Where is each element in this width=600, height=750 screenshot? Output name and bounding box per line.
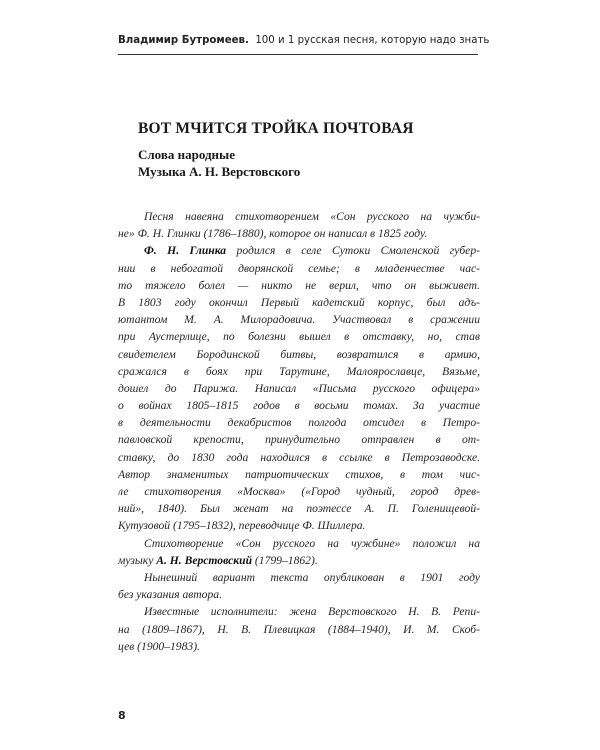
body-line: в деятельности декабристов полгода отсидел в Петро- (118, 416, 480, 430)
body-line: Песня навеяна стихотворением «Сон русского на чужби- (144, 210, 480, 223)
body-line: павловской крепости, принудительно отправлен в от- (118, 433, 480, 447)
running-header (118, 35, 490, 46)
song-credits (138, 146, 300, 180)
body-line (118, 552, 480, 569)
body-line: свидетелем Бородинской битвы, возвратился в армию, (118, 347, 480, 361)
body-line: без указания автора. (118, 588, 222, 602)
article-body (118, 208, 480, 655)
header-author: Владимир Бутромеев. (118, 35, 249, 46)
body-line: Стихотворение «Сон русского на чужбине» положил на (144, 536, 480, 550)
body-line: ставку, до 1830 года находился в ссылке в Петрозаводске. (118, 450, 480, 464)
body-line: Нынешний вариант текста опубликован в 1901 году (144, 570, 480, 584)
body-line: при Аустерлице, по болезни вышел в отставку, но, став (118, 330, 480, 344)
body-line: о войнах 1805–1815 годов в восьми томах. За участие (118, 399, 480, 413)
body-line: дошел до Парижа. Написал «Письма русского офицера» (118, 381, 480, 395)
header-book-title: 100 и 1 русская песня, которую надо знать (255, 35, 490, 46)
body-line: Известные исполнители: жена Верстовского Н. В. Репи- (144, 605, 480, 619)
body-line: ний», 1840). Был женат на поэтессе А. П. Голенищевой- (118, 502, 480, 516)
body-text: родился в селе Сутоки Смоленской губер- (226, 244, 480, 258)
body-line: цев (1900–1983). (118, 639, 200, 653)
body-text: (1799–1862). (252, 553, 318, 567)
body-line: ле стихотворения «Москва» («Город чудный, город древ- (118, 485, 480, 498)
body-line: нии в небогатой дворянской семье; в младенчестве час- (118, 261, 480, 275)
body-text: музыку (118, 553, 157, 567)
body-line: то тяжело болел — никто не верил, что он выживет. (118, 278, 480, 292)
verstovsky-name: А. Н. Верстовский (156, 553, 253, 567)
glinka-name: Ф. Н. Глинка (144, 244, 227, 258)
header-rule (118, 54, 478, 55)
body-line: Автор знаменитых патриотических стихов, в том чис- (118, 467, 480, 481)
lyrics-credit: Слова народные (138, 147, 235, 162)
body-line: ютантом М. А. Милорадовича. Участвовал в сражении (118, 313, 480, 327)
music-credit: Музыка А. Н. Верстовского (138, 164, 301, 179)
body-line: Кутузовой (1795–1832), переводчице Ф. Шиллера. (118, 519, 366, 533)
body-line: не» Ф. Н. Глинки (1786–1880), которое он написал в 1825 году. (118, 227, 428, 241)
body-line: В 1803 году окончил Первый кадетский корпус, был адъ- (118, 295, 480, 309)
body-line: сражался в боях при Тарутине, Малоярославце, Вязьме, (118, 364, 480, 378)
song-title: ВОТ МЧИТСЯ ТРОЙКА ПОЧТОВАЯ (138, 120, 414, 137)
body-line: на (1809–1867), Н. В. Плевицкая (1884–1940), И. М. Скоб- (118, 622, 480, 636)
body-line (118, 242, 480, 259)
page-number: 8 (118, 709, 126, 722)
